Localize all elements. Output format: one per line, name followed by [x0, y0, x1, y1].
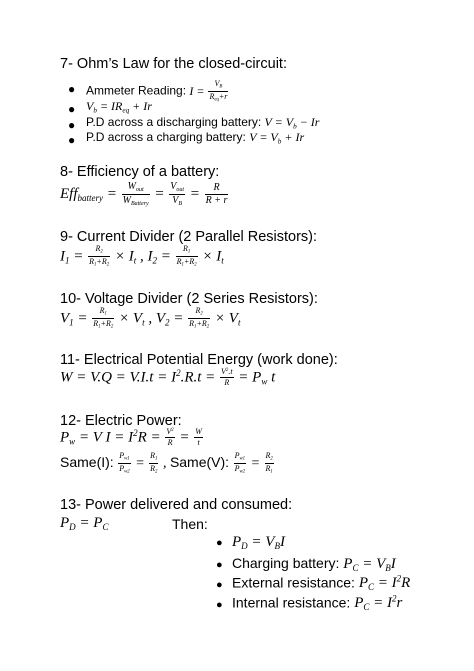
- internal-resistance-label: Internal resistance:: [232, 594, 351, 611]
- discharging-label: P.D across a discharging battery:: [86, 115, 262, 129]
- same-i-formula: $\frac{P_{w1}}{P_{w2}}$ = $\frac{R_1}{R_2}$ ,: [119, 451, 167, 476]
- bullet-dot: ●: [68, 133, 76, 147]
- internal-resistance-line: [232, 594, 402, 613]
- section-7-heading: 7- Ohm’s Law for the closed-circuit:: [60, 56, 287, 72]
- section-9-heading: 9- Current Divider (2 Parallel Resistors):: [60, 229, 318, 245]
- charging-battery-line: [232, 555, 396, 573]
- section-11-heading: 11- Electrical Potential Energy (work done):: [60, 352, 338, 368]
- bullet-dot: ●: [216, 559, 223, 571]
- same-i-label: Same(I):: [60, 454, 114, 471]
- ammeter-reading-label: Ammeter Reading:: [86, 83, 187, 98]
- external-resistance-label: External resistance:: [232, 574, 355, 591]
- discharging-formula: $V = V_b - Ir$: [264, 115, 320, 131]
- power-equality-formula: $P_D = P_C$: [60, 515, 109, 533]
- external-resistance-formula: $P_C = I^2R$: [358, 574, 411, 593]
- external-resistance-line: [232, 574, 410, 593]
- pd-formula: $P_D = V_BI$: [232, 534, 285, 552]
- energy-formula: $W = V.Q = V.I.t = I^2.R.t$ = $\frac{V^2.t}{R}$ = $P_w$ t: [60, 367, 276, 388]
- bullet-dot: ●: [68, 118, 76, 132]
- voltage-divider-formula: $V_1$ = $\frac{R_1}{R_1+R_2}$ × $V_t$ , $V_2$ = $\frac{R_2}{R_1+R_2}$ × $V_t$: [60, 306, 241, 331]
- charging-pd-formula: $V = V_b + Ir$: [249, 130, 305, 146]
- discharging-line: [86, 115, 319, 131]
- bullet-dot: ●: [68, 102, 76, 116]
- terminal-voltage-formula: $V_b = IR_{eq} + Ir$: [86, 99, 152, 115]
- ammeter-formula: I = $\frac{V_B}{R_{eq}+r}$: [189, 79, 228, 104]
- then-label: Then:: [172, 516, 208, 532]
- charging-battery-label: Charging battery:: [232, 555, 340, 571]
- section-10-heading: 10- Voltage Divider (2 Series Resistors):: [60, 291, 318, 307]
- section-12-heading: 12- Electric Power:: [60, 413, 182, 429]
- charging-line: [86, 130, 304, 146]
- current-divider-formula: $I_1$ = $\frac{R_2}{R_1+R_2}$ × $I_t$ , $I_2$ = $\frac{R_1}{R_1+R_2}$ × $I_t$: [60, 244, 224, 269]
- same-v-formula: $\frac{P_{w1}}{P_{w2}}$ = $\frac{R_2}{R_1}$: [234, 451, 273, 476]
- bullet-dot: ●: [68, 82, 76, 96]
- bullet-dot: ●: [216, 537, 223, 549]
- same-v-label: Same(V):: [169, 454, 230, 471]
- bullet-dot: ●: [216, 599, 223, 611]
- bullet-dot: ●: [216, 579, 223, 591]
- charging-pd-label: P.D across a charging battery:: [86, 130, 246, 144]
- power-formula: $P_w = V$ $I = I^2R$ = $\frac{V^2}{R}$ = $\frac{W}{t}$: [60, 427, 202, 448]
- section-13-heading: 13- Power delivered and consumed:: [60, 497, 293, 513]
- internal-resistance-formula: $P_C = I^2r$: [354, 594, 403, 613]
- power-ratio-line: [60, 452, 275, 476]
- section-8-heading: 8- Efficiency of a battery:: [60, 164, 220, 180]
- efficiency-formula: Eff$_{battery}$ = $\frac{W_{out}}{W_{Battery}}$ = $\frac{V_{out}}{V_B}$ = $\frac{R}{R + r}$: [60, 181, 228, 208]
- charging-battery-formula: $P_C = V_BI$: [343, 556, 396, 574]
